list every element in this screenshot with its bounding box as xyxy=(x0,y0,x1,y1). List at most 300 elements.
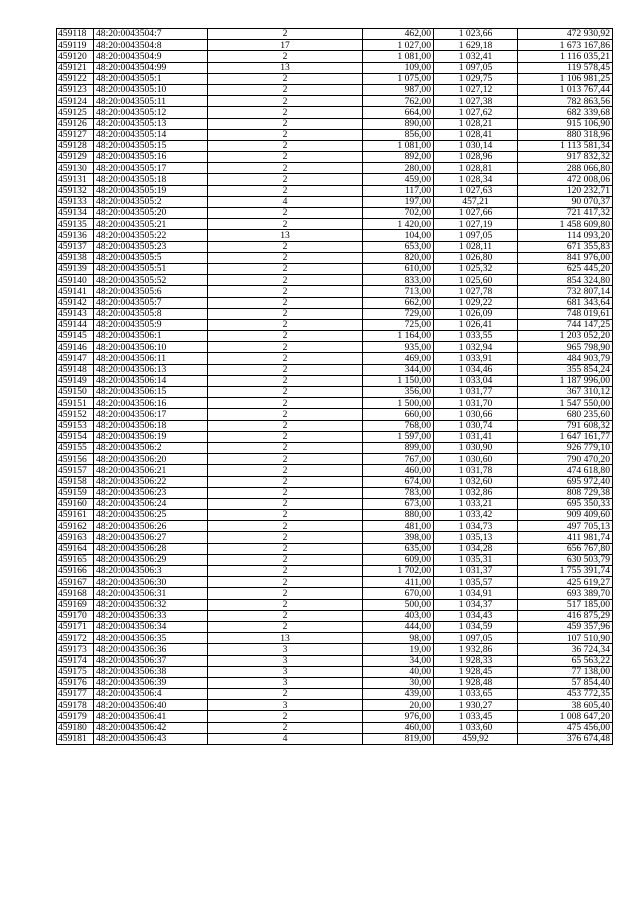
row-number-cell: 459168 xyxy=(57,588,94,599)
specific-value-cell: 1 033,55 xyxy=(434,331,518,342)
specific-value-cell: 1 033,60 xyxy=(434,722,518,733)
cadastral-value-cell: 472 930,92 xyxy=(518,29,613,40)
specific-value-cell: 1 629,18 xyxy=(434,40,518,51)
cadastral-value-cell: 416 875,29 xyxy=(518,610,613,621)
area-cell: 197,00 xyxy=(363,196,434,207)
table-row xyxy=(57,577,613,588)
row-number-cell: 459174 xyxy=(57,655,94,666)
category-code-cell: 2 xyxy=(208,465,363,476)
row-number-cell: 459171 xyxy=(57,621,94,632)
category-code-cell: 2 xyxy=(208,510,363,521)
cadastral-value-cell: 475 456,00 xyxy=(518,722,613,733)
cadastral-value-cell: 656 767,80 xyxy=(518,543,613,554)
cadastral-value-cell: 1 458 609,80 xyxy=(518,219,613,230)
area-cell: 856,00 xyxy=(363,129,434,140)
specific-value-cell: 1 026,80 xyxy=(434,252,518,263)
cadastral-number-cell: 48:20:0043505:11 xyxy=(94,96,208,107)
cadastral-number-cell: 48:20:0043506:36 xyxy=(94,644,208,655)
row-number-cell: 459134 xyxy=(57,208,94,219)
specific-value-cell: 1 027,62 xyxy=(434,107,518,118)
table-row xyxy=(57,722,613,733)
cadastral-number-cell: 48:20:0043506:40 xyxy=(94,700,208,711)
category-code-cell: 2 xyxy=(208,420,363,431)
cadastral-value-cell: 1 673 167,86 xyxy=(518,40,613,51)
cadastral-number-cell: 48:20:0043506:23 xyxy=(94,487,208,498)
cadastral-value-cell: 1 113 581,34 xyxy=(518,140,613,151)
row-number-cell: 459119 xyxy=(57,40,94,51)
category-code-cell: 2 xyxy=(208,152,363,163)
category-code-cell: 2 xyxy=(208,163,363,174)
area-cell: 702,00 xyxy=(363,208,434,219)
row-number-cell: 459156 xyxy=(57,454,94,465)
table-row xyxy=(57,73,613,84)
cadastral-value-cell: 411 981,74 xyxy=(518,532,613,543)
category-code-cell: 2 xyxy=(208,521,363,532)
table-row xyxy=(57,487,613,498)
cadastral-number-cell: 48:20:0043505:19 xyxy=(94,185,208,196)
cadastral-value-cell: 1 116 035,21 xyxy=(518,51,613,62)
specific-value-cell: 1 033,45 xyxy=(434,711,518,722)
category-code-cell: 3 xyxy=(208,655,363,666)
area-cell: 890,00 xyxy=(363,118,434,129)
table-row xyxy=(57,331,613,342)
table-row xyxy=(57,420,613,431)
table-row xyxy=(57,454,613,465)
table-row xyxy=(57,498,613,509)
category-code-cell: 2 xyxy=(208,409,363,420)
specific-value-cell: 1 928,48 xyxy=(434,677,518,688)
area-cell: 19,00 xyxy=(363,644,434,655)
row-number-cell: 459123 xyxy=(57,84,94,95)
table-row xyxy=(57,219,613,230)
cadastral-value-cell: 1 203 052,20 xyxy=(518,331,613,342)
cadastral-value-cell: 680 235,60 xyxy=(518,409,613,420)
table-row xyxy=(57,398,613,409)
cadastral-value-cell: 472 008,06 xyxy=(518,174,613,185)
table-row xyxy=(57,51,613,62)
cadastral-number-cell: 48:20:0043505:6 xyxy=(94,286,208,297)
category-code-cell: 2 xyxy=(208,308,363,319)
row-number-cell: 459165 xyxy=(57,554,94,565)
cadastral-number-cell: 48:20:0043506:20 xyxy=(94,454,208,465)
category-code-cell: 2 xyxy=(208,84,363,95)
area-cell: 674,00 xyxy=(363,476,434,487)
cadastral-number-cell: 48:20:0043504:9 xyxy=(94,51,208,62)
table-row xyxy=(57,711,613,722)
table-row xyxy=(57,319,613,330)
area-cell: 935,00 xyxy=(363,342,434,353)
specific-value-cell: 1 928,45 xyxy=(434,666,518,677)
cadastral-number-cell: 48:20:0043506:27 xyxy=(94,532,208,543)
row-number-cell: 459158 xyxy=(57,476,94,487)
cadastral-value-cell: 682 339,68 xyxy=(518,107,613,118)
cadastral-value-cell: 1 187 996,00 xyxy=(518,375,613,386)
cadastral-value-cell: 1 013 767,44 xyxy=(518,84,613,95)
table-row xyxy=(57,118,613,129)
cadastral-value-cell: 693 389,70 xyxy=(518,588,613,599)
specific-value-cell: 1 026,09 xyxy=(434,308,518,319)
specific-value-cell: 1 034,28 xyxy=(434,543,518,554)
specific-value-cell: 457,21 xyxy=(434,196,518,207)
specific-value-cell: 1 033,42 xyxy=(434,510,518,521)
table-row xyxy=(57,387,613,398)
cadastral-value-cell: 791 608,32 xyxy=(518,420,613,431)
cadastral-number-cell: 48:20:0043506:25 xyxy=(94,510,208,521)
table-row xyxy=(57,185,613,196)
row-number-cell: 459128 xyxy=(57,140,94,151)
cadastral-value-cell: 77 138,00 xyxy=(518,666,613,677)
area-cell: 1 164,00 xyxy=(363,331,434,342)
area-cell: 280,00 xyxy=(363,163,434,174)
category-code-cell: 4 xyxy=(208,196,363,207)
table-row xyxy=(57,610,613,621)
cadastral-value-cell: 474 618,80 xyxy=(518,465,613,476)
area-cell: 460,00 xyxy=(363,722,434,733)
row-number-cell: 459133 xyxy=(57,196,94,207)
area-cell: 670,00 xyxy=(363,588,434,599)
cadastral-number-cell: 48:20:0043506:31 xyxy=(94,588,208,599)
area-cell: 344,00 xyxy=(363,364,434,375)
area-cell: 117,00 xyxy=(363,185,434,196)
specific-value-cell: 1 034,91 xyxy=(434,588,518,599)
cadastral-value-cell: 695 972,40 xyxy=(518,476,613,487)
cadastral-value-cell: 671 355,83 xyxy=(518,241,613,252)
table-row xyxy=(57,655,613,666)
category-code-cell: 2 xyxy=(208,331,363,342)
category-code-cell: 2 xyxy=(208,275,363,286)
area-cell: 30,00 xyxy=(363,677,434,688)
row-number-cell: 459148 xyxy=(57,364,94,375)
cadastral-number-cell: 48:20:0043506:37 xyxy=(94,655,208,666)
area-cell: 713,00 xyxy=(363,286,434,297)
specific-value-cell: 1 032,94 xyxy=(434,342,518,353)
category-code-cell: 3 xyxy=(208,700,363,711)
specific-value-cell: 1 034,43 xyxy=(434,610,518,621)
specific-value-cell: 1 031,77 xyxy=(434,387,518,398)
table-row xyxy=(57,554,613,565)
area-cell: 820,00 xyxy=(363,252,434,263)
category-code-cell: 2 xyxy=(208,353,363,364)
row-number-cell: 459122 xyxy=(57,73,94,84)
cadastral-value-cell: 65 563,22 xyxy=(518,655,613,666)
cadastral-value-cell: 854 324,80 xyxy=(518,275,613,286)
table-row xyxy=(57,286,613,297)
category-code-cell: 13 xyxy=(208,62,363,73)
cadastral-number-cell: 48:20:0043505:51 xyxy=(94,263,208,274)
category-code-cell: 2 xyxy=(208,543,363,554)
specific-value-cell: 1 029,22 xyxy=(434,297,518,308)
category-code-cell: 2 xyxy=(208,610,363,621)
category-code-cell: 2 xyxy=(208,174,363,185)
area-cell: 439,00 xyxy=(363,689,434,700)
cadastral-number-cell: 48:20:0043505:5 xyxy=(94,252,208,263)
cadastral-number-cell: 48:20:0043506:18 xyxy=(94,420,208,431)
cadastral-value-cell: 909 409,60 xyxy=(518,510,613,521)
category-code-cell: 2 xyxy=(208,722,363,733)
specific-value-cell: 1 027,12 xyxy=(434,84,518,95)
area-cell: 444,00 xyxy=(363,621,434,632)
specific-value-cell: 1 028,96 xyxy=(434,152,518,163)
cadastral-value-cell: 926 779,10 xyxy=(518,442,613,453)
row-number-cell: 459144 xyxy=(57,319,94,330)
row-number-cell: 459138 xyxy=(57,252,94,263)
table-row xyxy=(57,230,613,241)
specific-value-cell: 1 033,04 xyxy=(434,375,518,386)
area-cell: 610,00 xyxy=(363,263,434,274)
row-number-cell: 459132 xyxy=(57,185,94,196)
cadastral-number-cell: 48:20:0043505:22 xyxy=(94,230,208,241)
cadastral-number-cell: 48:20:0043506:15 xyxy=(94,387,208,398)
row-number-cell: 459166 xyxy=(57,566,94,577)
category-code-cell: 2 xyxy=(208,286,363,297)
specific-value-cell: 1 025,60 xyxy=(434,275,518,286)
table-row xyxy=(57,532,613,543)
row-number-cell: 459139 xyxy=(57,263,94,274)
specific-value-cell: 1 930,27 xyxy=(434,700,518,711)
cadastral-number-cell: 48:20:0043504:8 xyxy=(94,40,208,51)
table-row xyxy=(57,621,613,632)
cadastral-number-cell: 48:20:0043506:39 xyxy=(94,677,208,688)
row-number-cell: 459131 xyxy=(57,174,94,185)
row-number-cell: 459135 xyxy=(57,219,94,230)
area-cell: 662,00 xyxy=(363,297,434,308)
area-cell: 411,00 xyxy=(363,577,434,588)
table-row xyxy=(57,297,613,308)
table-row xyxy=(57,40,613,51)
specific-value-cell: 1 028,34 xyxy=(434,174,518,185)
table-row xyxy=(57,666,613,677)
category-code-cell: 4 xyxy=(208,733,363,744)
cadastral-value-cell: 695 350,33 xyxy=(518,498,613,509)
table-row xyxy=(57,644,613,655)
table-row xyxy=(57,96,613,107)
specific-value-cell: 1 032,41 xyxy=(434,51,518,62)
table-row xyxy=(57,364,613,375)
cadastral-number-cell: 48:20:0043505:52 xyxy=(94,275,208,286)
area-cell: 987,00 xyxy=(363,84,434,95)
category-code-cell: 2 xyxy=(208,442,363,453)
specific-value-cell: 1 033,91 xyxy=(434,353,518,364)
area-cell: 673,00 xyxy=(363,498,434,509)
area-cell: 98,00 xyxy=(363,633,434,644)
category-code-cell: 2 xyxy=(208,73,363,84)
area-cell: 635,00 xyxy=(363,543,434,554)
specific-value-cell: 1 030,14 xyxy=(434,140,518,151)
area-cell: 20,00 xyxy=(363,700,434,711)
table-row xyxy=(57,476,613,487)
cadastral-number-cell: 48:20:0043506:28 xyxy=(94,543,208,554)
row-number-cell: 459153 xyxy=(57,420,94,431)
row-number-cell: 459155 xyxy=(57,442,94,453)
cadastral-number-cell: 48:20:0043506:24 xyxy=(94,498,208,509)
row-number-cell: 459175 xyxy=(57,666,94,677)
area-cell: 462,00 xyxy=(363,29,434,40)
area-cell: 459,00 xyxy=(363,174,434,185)
row-number-cell: 459161 xyxy=(57,510,94,521)
category-code-cell: 2 xyxy=(208,118,363,129)
cadastral-number-cell: 48:20:0043506:21 xyxy=(94,465,208,476)
table-row xyxy=(57,431,613,442)
cadastral-number-cell: 48:20:0043505:2 xyxy=(94,196,208,207)
category-code-cell: 2 xyxy=(208,498,363,509)
cadastral-value-cell: 355 854,24 xyxy=(518,364,613,375)
table-row xyxy=(57,84,613,95)
cadastral-value-cell: 1 647 161,77 xyxy=(518,431,613,442)
category-code-cell: 2 xyxy=(208,96,363,107)
category-code-cell: 2 xyxy=(208,711,363,722)
specific-value-cell: 1 027,66 xyxy=(434,208,518,219)
cadastral-value-cell: 748 019,61 xyxy=(518,308,613,319)
cadastral-number-cell: 48:20:0043505:8 xyxy=(94,308,208,319)
specific-value-cell: 1 028,41 xyxy=(434,129,518,140)
area-cell: 664,00 xyxy=(363,107,434,118)
specific-value-cell: 1 029,75 xyxy=(434,73,518,84)
row-number-cell: 459136 xyxy=(57,230,94,241)
category-code-cell: 2 xyxy=(208,342,363,353)
cadastral-value-cell: 790 470,20 xyxy=(518,454,613,465)
row-number-cell: 459127 xyxy=(57,129,94,140)
category-code-cell: 17 xyxy=(208,40,363,51)
specific-value-cell: 1 032,86 xyxy=(434,487,518,498)
row-number-cell: 459145 xyxy=(57,331,94,342)
category-code-cell: 3 xyxy=(208,666,363,677)
area-cell: 1 075,00 xyxy=(363,73,434,84)
row-number-cell: 459181 xyxy=(57,733,94,744)
table-row xyxy=(57,174,613,185)
area-cell: 1 081,00 xyxy=(363,140,434,151)
specific-value-cell: 1 031,78 xyxy=(434,465,518,476)
category-code-cell: 2 xyxy=(208,476,363,487)
table-row xyxy=(57,308,613,319)
cadastral-number-cell: 48:20:0043505:17 xyxy=(94,163,208,174)
row-number-cell: 459118 xyxy=(57,29,94,40)
cadastral-value-cell: 367 310,12 xyxy=(518,387,613,398)
table-row xyxy=(57,733,613,744)
table-row xyxy=(57,62,613,73)
area-cell: 1 702,00 xyxy=(363,566,434,577)
table-row xyxy=(57,599,613,610)
specific-value-cell: 1 026,41 xyxy=(434,319,518,330)
row-number-cell: 459130 xyxy=(57,163,94,174)
cadastral-number-cell: 48:20:0043506:16 xyxy=(94,398,208,409)
category-code-cell: 2 xyxy=(208,689,363,700)
cadastral-number-cell: 48:20:0043505:1 xyxy=(94,73,208,84)
row-number-cell: 459172 xyxy=(57,633,94,644)
area-cell: 762,00 xyxy=(363,96,434,107)
table-row xyxy=(57,252,613,263)
table-row xyxy=(57,566,613,577)
cadastral-number-cell: 48:20:0043506:42 xyxy=(94,722,208,733)
specific-value-cell: 1 027,78 xyxy=(434,286,518,297)
cadastral-value-cell: 721 417,32 xyxy=(518,208,613,219)
area-cell: 899,00 xyxy=(363,442,434,453)
cadastral-number-cell: 48:20:0043505:7 xyxy=(94,297,208,308)
row-number-cell: 459137 xyxy=(57,241,94,252)
row-number-cell: 459150 xyxy=(57,387,94,398)
cadastral-number-cell: 48:20:0043505:23 xyxy=(94,241,208,252)
table-row xyxy=(57,689,613,700)
area-cell: 1 150,00 xyxy=(363,375,434,386)
table-row xyxy=(57,588,613,599)
row-number-cell: 459170 xyxy=(57,610,94,621)
specific-value-cell: 1 033,65 xyxy=(434,689,518,700)
area-cell: 729,00 xyxy=(363,308,434,319)
row-number-cell: 459121 xyxy=(57,62,94,73)
category-code-cell: 2 xyxy=(208,487,363,498)
specific-value-cell: 1 031,37 xyxy=(434,566,518,577)
cadastral-number-cell: 48:20:0043506:41 xyxy=(94,711,208,722)
cadastral-number-cell: 48:20:0043506:19 xyxy=(94,431,208,442)
row-number-cell: 459179 xyxy=(57,711,94,722)
row-number-cell: 459126 xyxy=(57,118,94,129)
specific-value-cell: 1 023,66 xyxy=(434,29,518,40)
row-number-cell: 459159 xyxy=(57,487,94,498)
cadastral-number-cell: 48:20:0043506:35 xyxy=(94,633,208,644)
area-cell: 500,00 xyxy=(363,599,434,610)
table-row xyxy=(57,353,613,364)
table-row xyxy=(57,510,613,521)
specific-value-cell: 1 035,13 xyxy=(434,532,518,543)
row-number-cell: 459142 xyxy=(57,297,94,308)
cadastral-value-cell: 1 547 550,00 xyxy=(518,398,613,409)
cadastral-value-cell: 376 674,48 xyxy=(518,733,613,744)
row-number-cell: 459162 xyxy=(57,521,94,532)
cadastral-number-cell: 48:20:0043505:9 xyxy=(94,319,208,330)
specific-value-cell: 1 034,37 xyxy=(434,599,518,610)
table-row xyxy=(57,29,613,40)
row-number-cell: 459140 xyxy=(57,275,94,286)
cadastral-number-cell: 48:20:0043505:21 xyxy=(94,219,208,230)
table-row xyxy=(57,196,613,207)
category-code-cell: 2 xyxy=(208,51,363,62)
cadastral-number-cell: 48:20:0043505:20 xyxy=(94,208,208,219)
area-cell: 109,00 xyxy=(363,62,434,73)
cadastral-number-cell: 48:20:0043506:11 xyxy=(94,353,208,364)
area-cell: 768,00 xyxy=(363,420,434,431)
row-number-cell: 459151 xyxy=(57,398,94,409)
cadastral-number-cell: 48:20:0043505:10 xyxy=(94,84,208,95)
area-cell: 481,00 xyxy=(363,521,434,532)
cadastral-number-cell: 48:20:0043506:3 xyxy=(94,566,208,577)
cadastral-value-cell: 681 343,64 xyxy=(518,297,613,308)
specific-value-cell: 1 034,73 xyxy=(434,521,518,532)
cadastral-number-cell: 48:20:0043504:7 xyxy=(94,29,208,40)
cadastral-number-cell: 48:20:0043506:32 xyxy=(94,599,208,610)
specific-value-cell: 1 034,46 xyxy=(434,364,518,375)
row-number-cell: 459125 xyxy=(57,107,94,118)
table-row xyxy=(57,208,613,219)
category-code-cell: 13 xyxy=(208,230,363,241)
specific-value-cell: 1 035,57 xyxy=(434,577,518,588)
cadastral-number-cell: 48:20:0043506:43 xyxy=(94,733,208,744)
specific-value-cell: 1 030,60 xyxy=(434,454,518,465)
area-cell: 398,00 xyxy=(363,532,434,543)
category-code-cell: 2 xyxy=(208,185,363,196)
row-number-cell: 459178 xyxy=(57,700,94,711)
cadastral-number-cell: 48:20:0043506:33 xyxy=(94,610,208,621)
area-cell: 460,00 xyxy=(363,465,434,476)
table-row xyxy=(57,700,613,711)
area-cell: 1 027,00 xyxy=(363,40,434,51)
specific-value-cell: 1 033,21 xyxy=(434,498,518,509)
area-cell: 609,00 xyxy=(363,554,434,565)
row-number-cell: 459152 xyxy=(57,409,94,420)
area-cell: 892,00 xyxy=(363,152,434,163)
row-number-cell: 459177 xyxy=(57,689,94,700)
category-code-cell: 13 xyxy=(208,633,363,644)
category-code-cell: 2 xyxy=(208,364,363,375)
category-code-cell: 2 xyxy=(208,319,363,330)
